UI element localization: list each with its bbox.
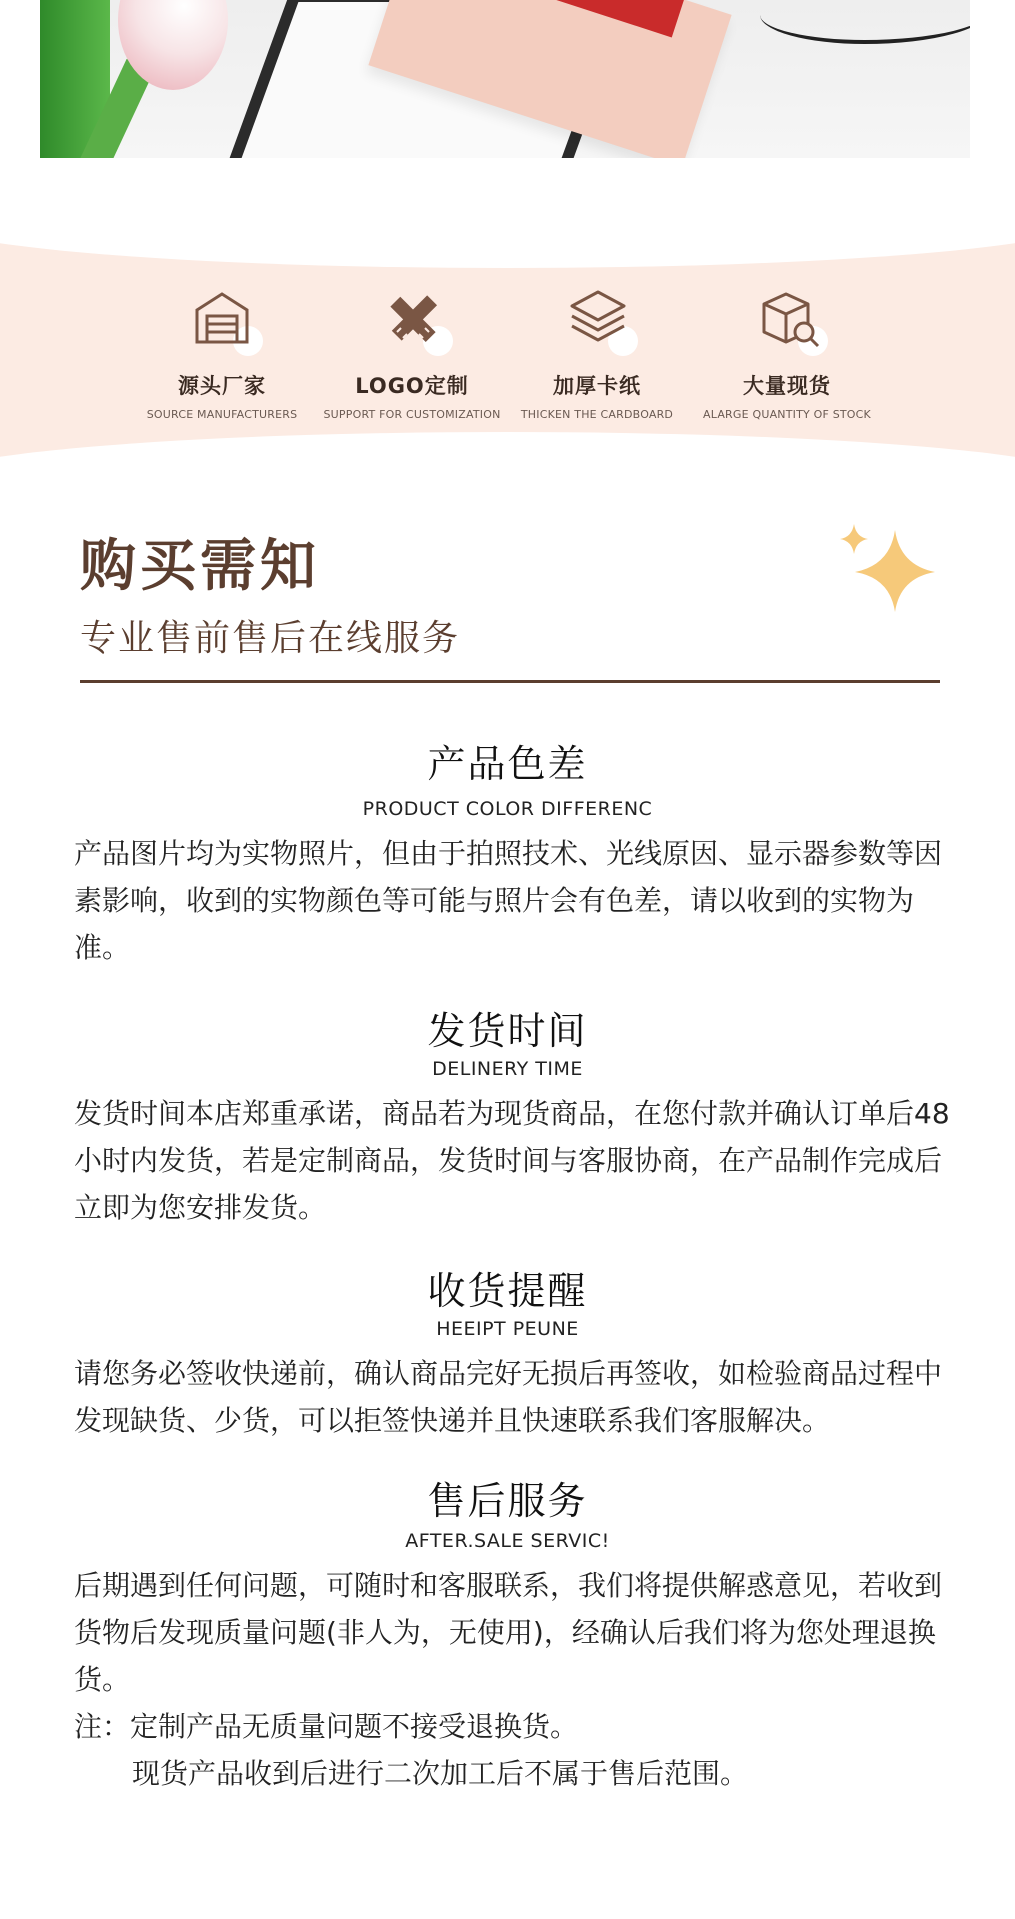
box-search-icon	[752, 284, 822, 354]
section-subtitle-en: PRODUCT COLOR DIFFERENC	[362, 798, 653, 820]
box-filling-shape	[462, 0, 684, 37]
feature-subtitle: THICKEN THE CARDBOARD	[520, 408, 674, 421]
section-body-text: 后期遇到任何问题，可随时和客服联系，我们将提供解惑意见，若收到货物后发现质量问题(非人为，无使用)，经确认后我们将为您处理退换货。	[74, 1569, 943, 1696]
band-bottom-curve	[0, 432, 1015, 532]
feature-logo-custom	[317, 284, 507, 421]
feature-title: 大量现货	[743, 374, 831, 398]
section-title: 售后服务	[427, 1479, 588, 1523]
cable-shape	[760, 0, 970, 44]
feature-subtitle: ALARGE QUANTITY OF STOCK	[703, 408, 871, 421]
feature-title: 源头厂家	[178, 374, 266, 398]
section-title: 发货时间	[427, 1009, 588, 1053]
feature-thick-cardboard	[502, 284, 692, 421]
section-title: 收货提醒	[427, 1269, 588, 1313]
section-body: 发货时间本店郑重承诺，商品若为现货商品，在您付款并确认订单后48小时内发货，若是定制商品，发货时间与客服协商，在产品制作完成后立即为您安排发货。	[74, 1097, 950, 1224]
feature-title: LOGO定制	[355, 374, 469, 398]
notice-title: 购买需知	[80, 534, 320, 599]
sparkle-icon	[840, 520, 940, 620]
warehouse-icon	[187, 284, 257, 354]
section-body	[74, 1562, 954, 1797]
note-line: 注：定制产品无质量问题不接受退换货。	[74, 1710, 579, 1743]
note-line: 现货产品收到后进行二次加工后不属于售后范围。	[132, 1757, 749, 1790]
feature-subtitle: SUPPORT FOR CUSTOMIZATION	[323, 408, 501, 421]
features-band	[0, 218, 1015, 480]
pencil-ruler-icon	[377, 284, 447, 354]
divider	[80, 680, 940, 683]
layers-icon	[562, 284, 632, 354]
feature-stock	[692, 284, 882, 421]
section-body: 请您务必签收快递前，确认商品完好无损后再签收，如检验商品过程中发现缺货、少货，可以拒签快递并且快速联系我们客服解决。	[74, 1357, 943, 1437]
band-top-curve	[0, 168, 1015, 268]
section-subtitle-en: HEEIPT PEUNE	[436, 1318, 579, 1340]
feature-title: 加厚卡纸	[553, 374, 641, 398]
hero-photo	[40, 0, 970, 158]
section-subtitle-en: AFTER.SALE SERVIC!	[405, 1530, 610, 1552]
feature-source-manufacturers	[127, 284, 317, 421]
section-body: 产品图片均为实物照片，但由于拍照技术、光线原因、显示器参数等因素影响，收到的实物颜色等可能与照片会有色差，请以收到的实物为准。	[74, 837, 943, 964]
notice-subtitle: 专业售前售后在线服务	[80, 618, 461, 659]
feature-subtitle: SOURCE MANUFACTURERS	[146, 408, 298, 421]
section-title: 产品色差	[427, 742, 588, 786]
section-subtitle-en: DELINERY TIME	[432, 1058, 583, 1080]
